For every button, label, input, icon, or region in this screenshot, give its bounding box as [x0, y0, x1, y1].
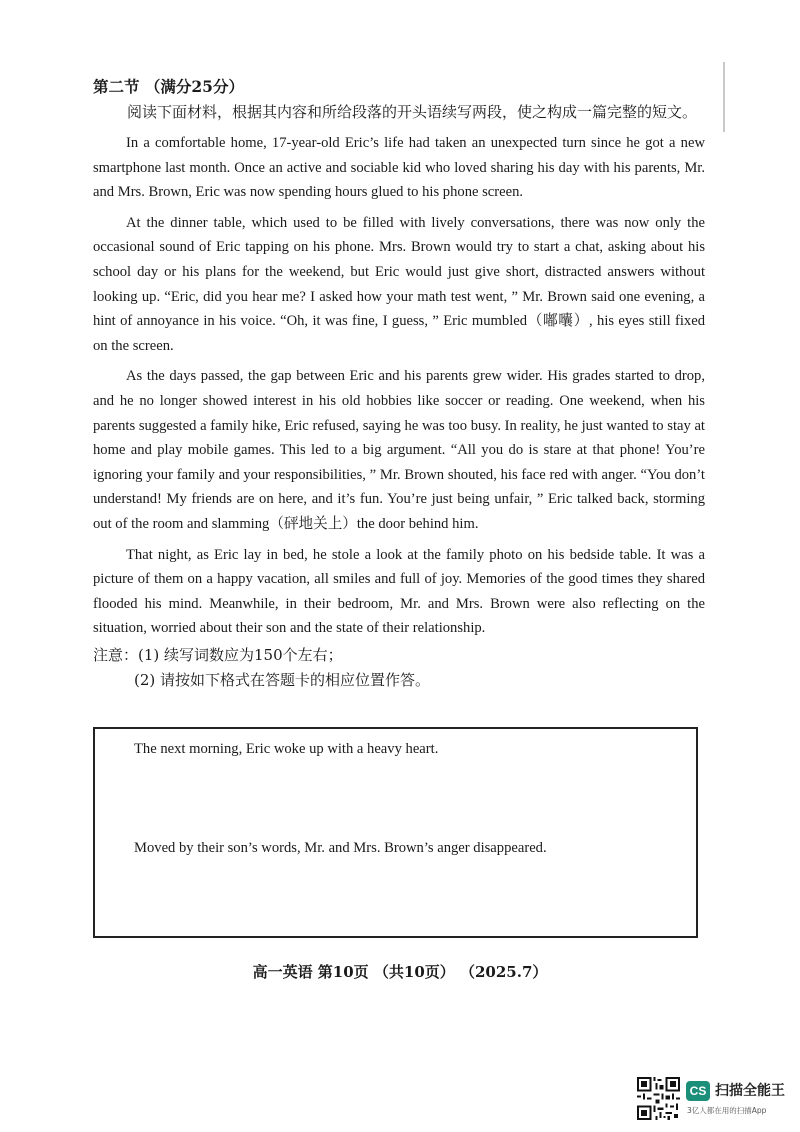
page-footer: 高一英语 第10页 （共10页） （2025.7）: [252, 963, 548, 981]
scan-edge-line: [723, 62, 725, 132]
section-instruction: 阅读下面材料，根据其内容和所给段落的开头语续写两段，使之构成一篇完整的短文。: [127, 103, 698, 121]
passage-paragraph-2: At the dinner table, which used to be filled with lively conversations, there was now only the occasional sound of Eric tapping on his phone. Mrs. Brown would try to start a chat, asking about his school day or his plans for the weekend, but Eric would just give short, distracted answers without looking up. “Eric, did you hear me? I asked how your math test went, ” Mr. Brown said one evening, a hint of annoyance in his voice. “Oh, it was fine, I guess, ” Eric mumbled（嘟囔）, his eyes still fixed on the screen.: [93, 214, 705, 354]
note-word-count: 注意：(1) 续写词数应为150个左右；: [93, 645, 343, 664]
answer-box: [93, 727, 698, 938]
scanner-brand-name: 扫描全能王: [715, 1083, 785, 1099]
passage-paragraph-4: That night, as Eric lay in bed, he stole a look at the family photo on his bedside table. It was a picture of them on a happy vacation, all smiles and full of joy. Memories of the good times they shared flooded his mind. Meanwhile, in their bedroom, Mr. and Mrs. Brown were also reflecting on the situation, worried about their son and the state of their relationship.: [93, 546, 705, 637]
scanner-watermark: [637, 1077, 787, 1121]
passage-paragraph-1: In a comfortable home, 17-year-old Eric’s life had taken an unexpected turn since he got a new smartphone last month. Once an active and sociable kid who loved sharing his day with his parents, Mr. and Mrs. Brown, Eric was now spending hours glued to his phone screen.: [93, 135, 705, 201]
writing-section: [93, 76, 705, 693]
camscanner-logo-icon: CS: [686, 1081, 710, 1101]
qr-code-icon: [637, 1077, 680, 1120]
continuation-prompt-1: The next morning, Eric woke up with a heavy heart.: [134, 741, 439, 757]
notes: [93, 643, 705, 693]
note-answer-format: (2) 请按如下格式在答题卡的相应位置作答。: [134, 670, 431, 689]
passage-paragraph-3: As the days passed, the gap between Eric and his parents grew wider. His grades started to drop, and he no longer showed interest in his old hobbies like soccer or reading. One weekend, when his parents suggested a family hike, Eric refused, saying he was too busy. In reality, he just wanted to stay at home and play mobile games. This led to a big argument. “All you do is stare at that phone! You’re ignoring your family and your responsibilities, ” Mr. Brown shouted, his face red with anger. “You don’t understand! My friends are on here, and it’s fun. You’re just being unfair, ” Eric talked back, storming out of the room and slamming（砰地关上）the door behind him.: [93, 368, 705, 532]
scanner-tagline: 3亿人都在用的扫描App: [687, 1106, 767, 1115]
section-title: 第二节 （满分25分）: [93, 77, 244, 96]
continuation-prompt-2: Moved by their son’s words, Mr. and Mrs. Brown’s anger disappeared.: [134, 840, 547, 856]
